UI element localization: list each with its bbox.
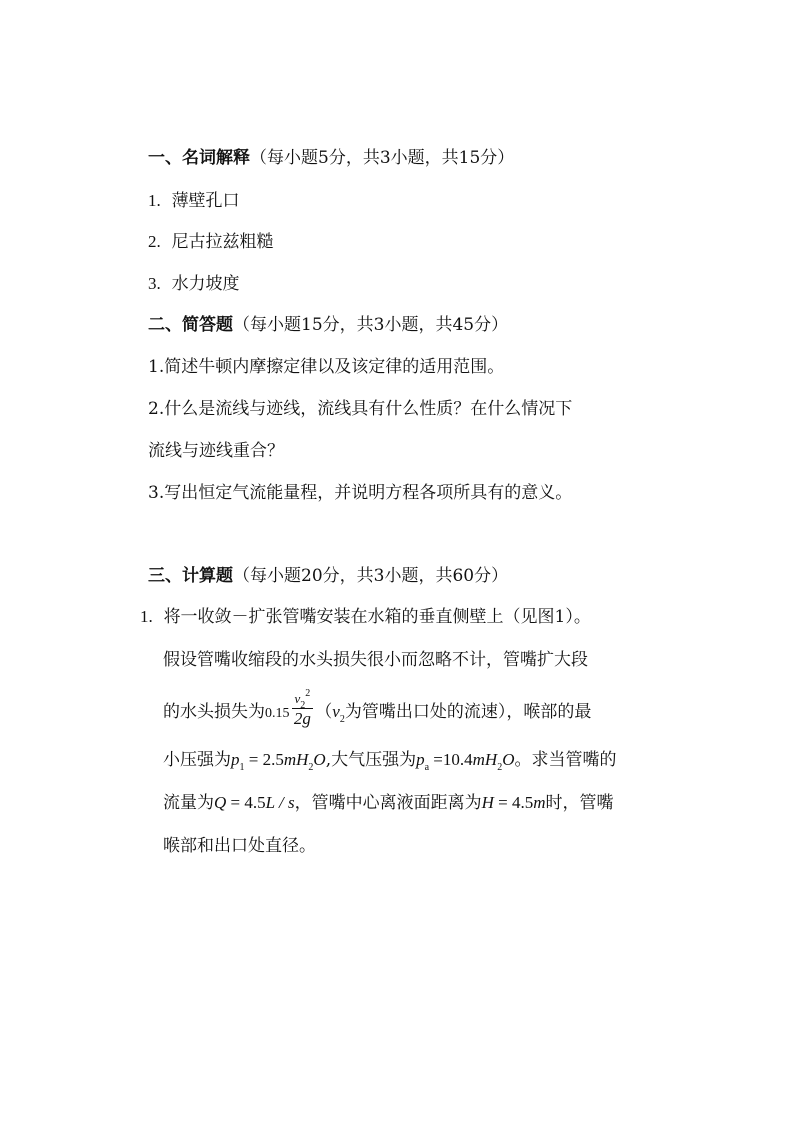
section2-heading bbox=[148, 313, 508, 337]
question-number: 1. bbox=[140, 607, 153, 626]
item-text: 薄壁孔口 bbox=[171, 191, 240, 211]
text-segment: ,大气压强为 bbox=[325, 750, 417, 770]
item-text: 尼古拉兹粗糙 bbox=[171, 232, 274, 252]
velocity-exponent: 2 bbox=[305, 688, 311, 699]
item-number: 3. bbox=[148, 274, 161, 293]
item-number: 2. bbox=[148, 232, 161, 251]
head-height-expression: H = 4.5m bbox=[481, 793, 546, 812]
outlet-velocity-symbol: $v_2$ bbox=[332, 702, 345, 725]
velocity-subscript: 2 bbox=[300, 700, 306, 711]
section2-question-2-line-2: 流线与迹线重合？ bbox=[148, 441, 284, 461]
section2-scoring-note: （每小题15分，共3小题，共45分） bbox=[233, 315, 509, 335]
section3-question-1-line-3 bbox=[163, 688, 592, 728]
section2-question-2-line-1: 2.什么是流线与迹线，流线具有什么性质？在什么情况下 bbox=[148, 399, 573, 419]
atmospheric-pressure-expression: $p_a =10.4mH_2O$ bbox=[416, 750, 515, 773]
section1-item-3 bbox=[148, 272, 240, 296]
section3-question-1-line-5 bbox=[163, 791, 614, 815]
text-segment: 为管嘴出口处的流速），喉部的最 bbox=[344, 702, 592, 722]
flow-rate-expression: Q = 4.5L / s bbox=[214, 793, 295, 812]
section2-question-3: 3.写出恒定气流能量程，并说明方程各项所具有的意义。 bbox=[148, 483, 573, 503]
section3-heading bbox=[148, 564, 508, 588]
loss-coefficient: 0.15 bbox=[265, 706, 290, 721]
section1-item-2 bbox=[148, 230, 274, 254]
throat-pressure-expression: $p_1 = 2.5mH_2O$ bbox=[231, 750, 326, 773]
section2-question-1: 1.简述牛顿内摩擦定律以及该定律的适用范围。 bbox=[148, 357, 505, 377]
section1-heading bbox=[148, 146, 514, 170]
fraction-denominator: 2g bbox=[293, 709, 311, 728]
section1-title: 一、名词解释 bbox=[148, 148, 250, 168]
text-segment: ，管嘴中心离液面距离为 bbox=[294, 793, 482, 813]
text-segment: 。求当管嘴的 bbox=[514, 750, 617, 770]
section3-question-1-line-4 bbox=[163, 748, 616, 772]
section1-scoring-note: （每小题5分，共3小题，共15分） bbox=[250, 148, 515, 168]
section3-question-1-line-2: 假设管嘴收缩段的水头损失很小而忽略不计，管嘴扩大段 bbox=[163, 650, 588, 670]
text-segment: （ bbox=[315, 702, 333, 722]
velocity-head-fraction bbox=[292, 688, 314, 729]
text-segment: 时，管嘴 bbox=[545, 793, 614, 813]
item-text: 水力坡度 bbox=[171, 274, 240, 294]
item-number: 1. bbox=[148, 191, 161, 210]
question-text: 将一收敛－扩张管嘴安装在水箱的垂直侧壁上（见图1）。 bbox=[163, 607, 591, 627]
section3-title: 三、计算题 bbox=[148, 566, 233, 586]
text-segment: 的水头损失为 bbox=[163, 702, 265, 722]
section2-title: 二、简答题 bbox=[148, 315, 233, 335]
section3-question-1-line-1 bbox=[140, 605, 591, 629]
text-segment: 小压强为 bbox=[163, 750, 231, 770]
section3-scoring-note: （每小题20分，共3小题，共60分） bbox=[233, 566, 509, 586]
section1-item-1 bbox=[148, 189, 240, 213]
text-segment: 流量为 bbox=[163, 793, 214, 813]
velocity-symbol: v bbox=[294, 691, 301, 706]
fraction-numerator bbox=[292, 688, 314, 711]
section3-question-1-line-6: 喉部和出口处直径。 bbox=[163, 836, 316, 856]
